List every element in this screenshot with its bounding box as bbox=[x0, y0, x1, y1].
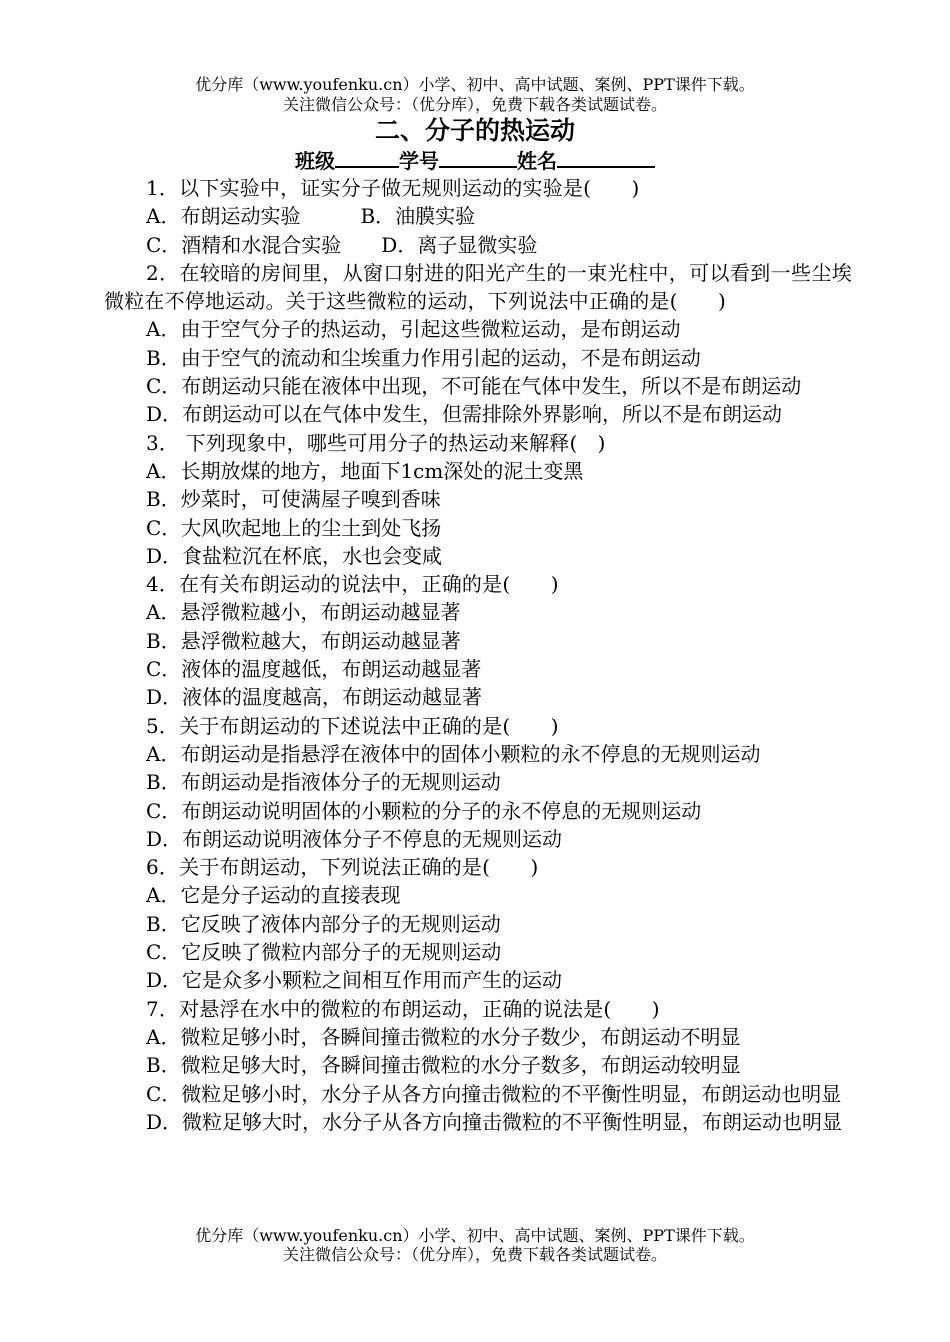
question-option: A．微粒足够小时，各瞬间撞击微粒的水分子数少，布朗运动不明显 bbox=[146, 1024, 741, 1049]
header-line-2: 关注微信公众号：（优分库），免费下载各类试题试卷。 bbox=[282, 95, 667, 114]
question-option: A．由于空气分子的热运动，引起这些微粒运动，是布朗运动 bbox=[146, 317, 681, 342]
question-option: A．长期放煤的地方，地面下1cm深处的泥土变黑 bbox=[146, 458, 584, 483]
question-option: D．微粒足够大时，水分子从各方向撞击微粒的不平衡性明显，布朗运动也明显 bbox=[146, 1109, 843, 1134]
question-stem: 1．以下实验中，证实分子做无规则运动的实验是( ) bbox=[146, 176, 640, 200]
question-option: C．酒精和水混合实验 D．离子显微实验 bbox=[146, 232, 538, 257]
question-stem: 2．在较暗的房间里，从窗口射进的阳光产生的一束光柱中，可以看到一些尘埃微粒在不停地运动。关于这些微粒的运动，下列说法中正确的是( ) bbox=[104, 260, 852, 314]
class-blank bbox=[335, 147, 399, 168]
question-stem: 5．关于布朗运动的下述说法中正确的是( ) bbox=[146, 713, 559, 738]
header-line-1: 优分库（www.youfenku.cn）小学、初中、高中试题、案例、PPT课件下载。 bbox=[195, 75, 755, 94]
name-blank bbox=[557, 147, 655, 168]
question-option: D．布朗运动可以在气体中发生，但需排除外界影响，所以不是布朗运动 bbox=[146, 402, 783, 427]
student-info-line bbox=[0, 147, 950, 174]
number-label: 学号 bbox=[399, 149, 439, 173]
question-option: A．布朗运动实验 B．油膜实验 bbox=[146, 204, 476, 229]
question-list bbox=[104, 174, 852, 1136]
question-option: C．大风吹起地上的尘土到处飞扬 bbox=[146, 515, 442, 540]
question-option: B．由于空气的流动和尘埃重力作用引起的运动，不是布朗运动 bbox=[146, 345, 701, 370]
page-title: 二、分子的热运动 bbox=[374, 116, 575, 145]
question-option: C．它反映了微粒内部分子的无规则运动 bbox=[146, 940, 502, 965]
question-option: D．布朗运动说明液体分子不停息的无规则运动 bbox=[146, 826, 563, 851]
question-option: D．食盐粒沉在杯底，水也会变咸 bbox=[146, 543, 443, 568]
question-option: A．布朗运动是指悬浮在液体中的固体小颗粒的永不停息的无规则运动 bbox=[146, 741, 761, 766]
name-label: 姓名 bbox=[517, 149, 557, 173]
question-option: A．悬浮微粒越小，布朗运动越显著 bbox=[146, 600, 461, 625]
question-option: B．炒菜时，可使满屋子嗅到香味 bbox=[146, 487, 441, 512]
question-option: C．布朗运动只能在液体中出现，不可能在气体中发生，所以不是布朗运动 bbox=[146, 374, 802, 399]
question-option: D．液体的温度越高，布朗运动越显著 bbox=[146, 685, 483, 710]
question-option: C．微粒足够小时，水分子从各方向撞击微粒的不平衡性明显，布朗运动也明显 bbox=[146, 1081, 842, 1106]
question-option: B．它反映了液体内部分子的无规则运动 bbox=[146, 911, 501, 936]
class-label: 班级 bbox=[295, 149, 335, 173]
question-stem: 7．对悬浮在水中的微粒的布朗运动，正确的说法是( ) bbox=[146, 996, 660, 1021]
footer-line-2: 关注微信公众号：（优分库），免费下载各类试题试卷。 bbox=[282, 1245, 667, 1264]
question-option: B．悬浮微粒越大，布朗运动越显著 bbox=[146, 628, 461, 653]
question-option: D．它是众多小颗粒之间相互作用而产生的运动 bbox=[146, 968, 563, 993]
question-stem: 4．在有关布朗运动的说法中，正确的是( ) bbox=[146, 572, 559, 597]
question-option: A．它是分子运动的直接表现 bbox=[146, 883, 401, 908]
question-stem: 6．关于布朗运动，下列说法正确的是( ) bbox=[146, 855, 539, 880]
question-option: C．布朗运动说明固体的小颗粒的分子的永不停息的无规则运动 bbox=[146, 798, 702, 823]
number-blank bbox=[439, 147, 517, 168]
question-option: C．液体的温度越低，布朗运动越显著 bbox=[146, 657, 482, 682]
question-option: B．微粒足够大时，各瞬间撞击微粒的水分子数多，布朗运动较明显 bbox=[146, 1053, 741, 1078]
question-option: B．布朗运动是指液体分子的无规则运动 bbox=[146, 770, 501, 795]
question-stem: 3． 下列现象中，哪些可用分子的热运动来解释( ) bbox=[146, 430, 606, 455]
footer-line-1: 优分库（www.youfenku.cn）小学、初中、高中试题、案例、PPT课件下载。 bbox=[195, 1226, 755, 1245]
